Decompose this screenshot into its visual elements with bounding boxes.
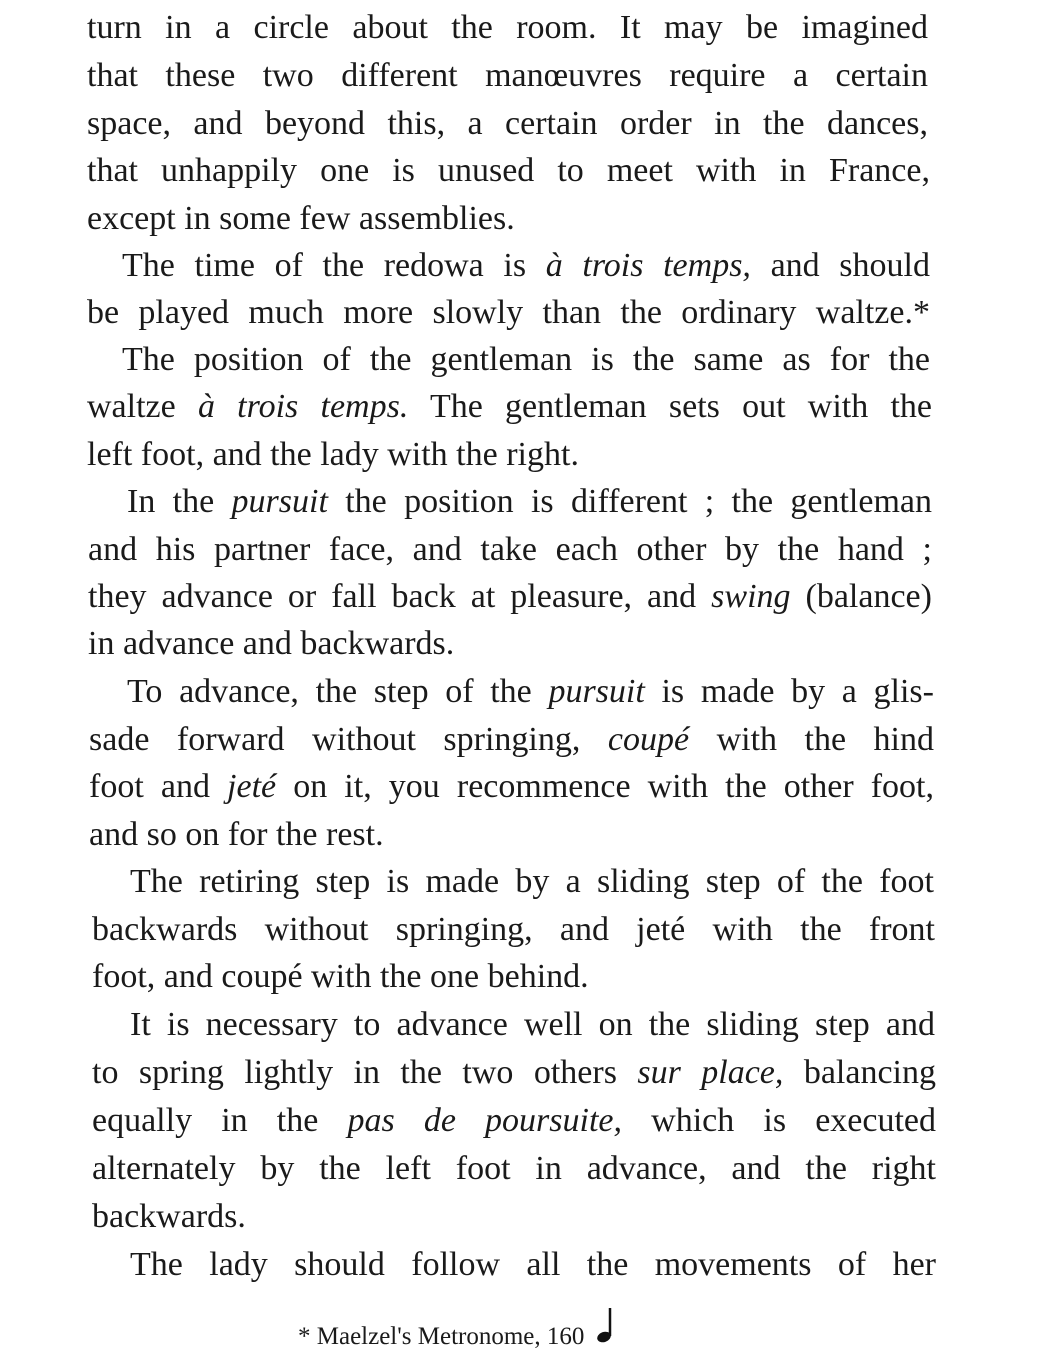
text-line-14 [88,624,932,664]
text-segment: backwards without springing, and jeté with the front [92,911,935,948]
text-line-15 [127,672,934,712]
text-segment: that these two different manœuvres require a certain [87,57,928,94]
text-segment: and his partner face, and take each other by the hand ; [88,531,932,568]
italic-text-segment: pursuit [548,673,645,710]
italic-text-segment: à trois temps, [545,247,751,284]
text-line-7 [87,293,930,333]
text-line-1 [87,8,928,48]
text-line-12 [88,530,932,570]
text-segment: left foot, and the lady with the right. [87,436,579,473]
text-segment: The gentleman sets out with the [408,388,932,425]
text-segment: To advance, the step of the [127,673,549,710]
text-segment: the position is different ; the gentleman [327,483,933,520]
text-segment: on it, you recommence with the other foot, [276,768,934,805]
text-line-8 [122,340,930,380]
text-segment: The time of the redowa is [122,247,546,284]
text-segment: The position of the gentleman is the same as for the [122,341,930,378]
text-segment: It is necessary to advance well on the sliding step and [130,1006,935,1043]
italic-text-segment: coupé [607,721,690,758]
text-line-13 [88,577,932,617]
text-line-27 [130,1245,936,1285]
text-segment: The lady should follow all the movements of her [130,1246,936,1283]
text-segment: foot and [89,768,228,805]
text-segment: waltze [87,388,198,425]
text-segment: alternately by the left foot in advance, and the right [92,1150,936,1187]
text-segment: backwards. [92,1198,246,1235]
text-segment: which is executed [622,1102,936,1139]
text-line-24 [92,1101,936,1141]
text-segment: space, and beyond this, a certain order in the dances, [87,105,928,142]
text-line-10 [87,435,932,475]
italic-text-segment: à trois temps. [197,388,409,425]
text-line-20 [92,910,935,950]
text-line-17 [89,767,934,807]
text-segment: and should [750,247,930,284]
italic-text-segment: jeté [227,768,277,805]
text-segment: In the [127,483,232,520]
text-segment: with the hind [689,721,934,758]
half-note-icon [594,1306,614,1353]
text-line-18 [89,815,934,855]
text-line-5 [87,199,930,239]
text-segment: equally in the [92,1102,348,1139]
footnote-text: * Maelzel's Metronome, 160 [298,1323,585,1350]
text-segment: be played much more slowly than the ordinary waltze.* [87,294,930,331]
text-line-11 [127,482,932,522]
text-line-9 [87,387,932,427]
text-segment: (balance) [790,578,932,615]
text-line-3 [87,104,928,144]
text-line-16 [89,720,934,760]
text-line-2 [87,56,928,96]
text-line-6 [122,246,930,286]
italic-text-segment: pas de poursuite, [347,1102,623,1139]
text-segment: that unhappily one is unused to meet with in France, [87,152,930,189]
text-segment: in advance and backwards. [88,625,455,662]
italic-text-segment: sur place, [637,1054,784,1091]
text-line-19 [130,862,934,902]
text-line-25 [92,1149,936,1189]
italic-text-segment: swing [711,578,791,615]
text-line-23 [92,1053,936,1093]
text-line-4 [87,151,930,191]
text-segment: to spring lightly in the two others [92,1054,638,1091]
footnote [298,1306,614,1353]
text-line-22 [130,1005,935,1045]
italic-text-segment: pursuit [231,483,328,520]
text-segment: and so on for the rest. [89,816,384,853]
text-segment: foot, and coupé with the one behind. [92,958,589,995]
text-segment: turn in a circle about the room. It may be imagined [87,9,928,46]
text-segment: sade forward without springing, [89,721,608,758]
text-segment: The retiring step is made by a sliding step of the foot [130,863,934,900]
text-segment: except in some few assemblies. [87,200,515,237]
text-segment: is made by a glis- [644,673,934,710]
text-line-21 [92,957,935,997]
text-segment: they advance or fall back at pleasure, and [88,578,712,615]
text-line-26 [92,1197,936,1237]
text-segment: balancing [783,1054,936,1091]
